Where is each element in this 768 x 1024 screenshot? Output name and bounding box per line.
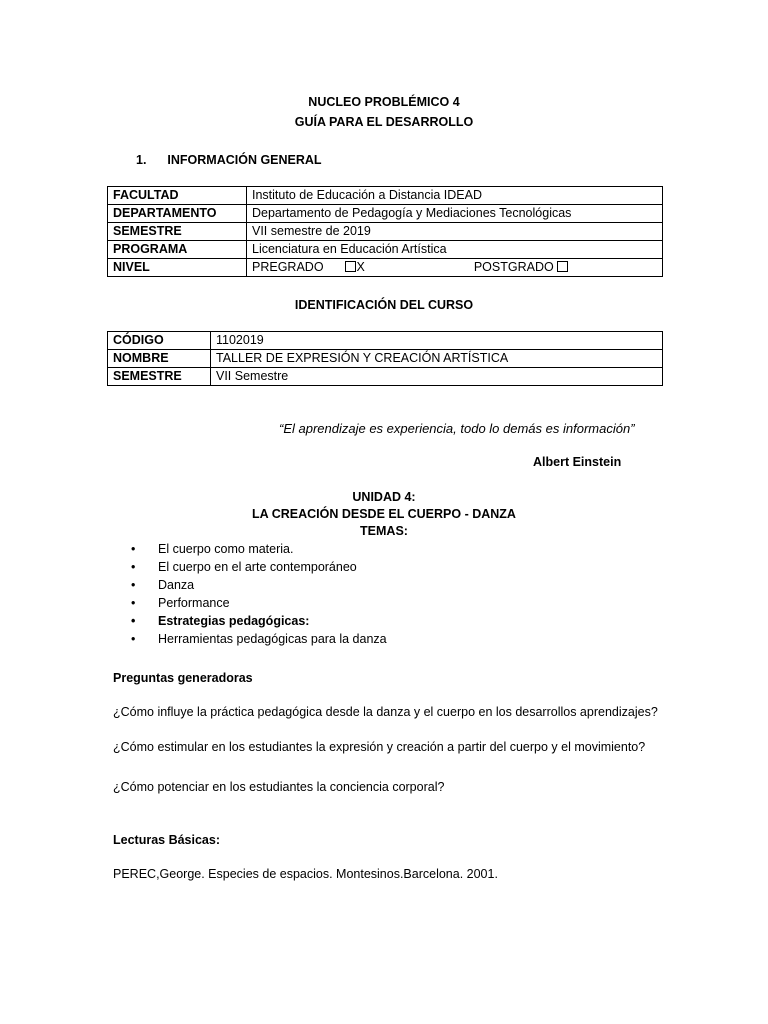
table-row [108,332,663,350]
pregunta-item: ¿Cómo influye la práctica pedagógica desde la danza y el cuerpo en los desarrollos aprendizajes? [113,705,658,719]
row-key: NOMBRE [108,350,211,368]
pregrado-mark: X [356,260,365,274]
list-item: • Herramientas pedagógicas para la danza [113,630,387,648]
nivel-value [247,259,663,277]
section-heading [136,153,322,167]
table-row [108,259,663,277]
row-key: DEPARTAMENTO [108,205,247,223]
list-item: • Performance [113,594,387,612]
table-row [108,368,663,386]
postgrado-checkbox[interactable] [557,261,568,272]
table-row [108,187,663,205]
row-key: PROGRAMA [108,241,247,259]
list-item: • Danza [113,576,387,594]
unit-title: LA CREACIÓN DESDE EL CUERPO - DANZA [252,507,516,521]
lectura-item: PEREC,George. Especies de espacios. Montesinos.Barcelona. 2001. [113,867,498,881]
row-value: Departamento de Pedagogía y Mediaciones Tecnológicas [247,205,663,223]
unit-number: UNIDAD 4: [352,490,416,504]
pregrado-checkbox[interactable] [345,261,356,272]
row-key: NIVEL [108,259,247,277]
list-item: • El cuerpo en el arte contemporáneo [113,558,387,576]
row-value: TALLER DE EXPRESIÓN Y CREACIÓN ARTÍSTICA [211,350,663,368]
temas-list [113,540,387,648]
document-title: NUCLEO PROBLÉMICO 4 [308,95,460,109]
row-value: 1102019 [211,332,663,350]
postgrado-label: POSTGRADO [473,260,554,274]
row-value: Licenciatura en Educación Artística [247,241,663,259]
quote-text: “El aprendizaje es experiencia, todo lo demás es información” [279,421,635,436]
row-value: VII semestre de 2019 [247,223,663,241]
section-number: 1. [136,153,147,167]
pregunta-item: ¿Cómo potenciar en los estudiantes la conciencia corporal? [113,780,445,794]
row-key: SEMESTRE [108,368,211,386]
table-row [108,205,663,223]
lecturas-heading: Lecturas Básicas: [113,833,221,847]
section-title: INFORMACIÓN GENERAL [167,153,322,167]
list-item: • El cuerpo como materia. [113,540,387,558]
row-value: Instituto de Educación a Distancia IDEAD [247,187,663,205]
quote-author: Albert Einstein [533,455,622,469]
row-key: CÓDIGO [108,332,211,350]
general-info-table [107,186,663,277]
temas-heading: TEMAS: [360,524,408,538]
pregunta-item: ¿Cómo estimular en los estudiantes la expresión y creación a partir del cuerpo y el movimiento? [113,740,646,754]
document-subtitle: GUÍA PARA EL DESARROLLO [294,115,474,129]
table-row [108,241,663,259]
course-heading: IDENTIFICACIÓN DEL CURSO [294,298,474,312]
row-key: FACULTAD [108,187,247,205]
table-row [108,223,663,241]
row-key: SEMESTRE [108,223,247,241]
table-row [108,350,663,368]
preguntas-heading: Preguntas generadoras [113,671,253,685]
pregrado-label: PREGRADO [252,260,324,274]
list-item: • Estrategias pedagógicas: [113,612,387,630]
course-table [107,331,663,386]
row-value: VII Semestre [211,368,663,386]
